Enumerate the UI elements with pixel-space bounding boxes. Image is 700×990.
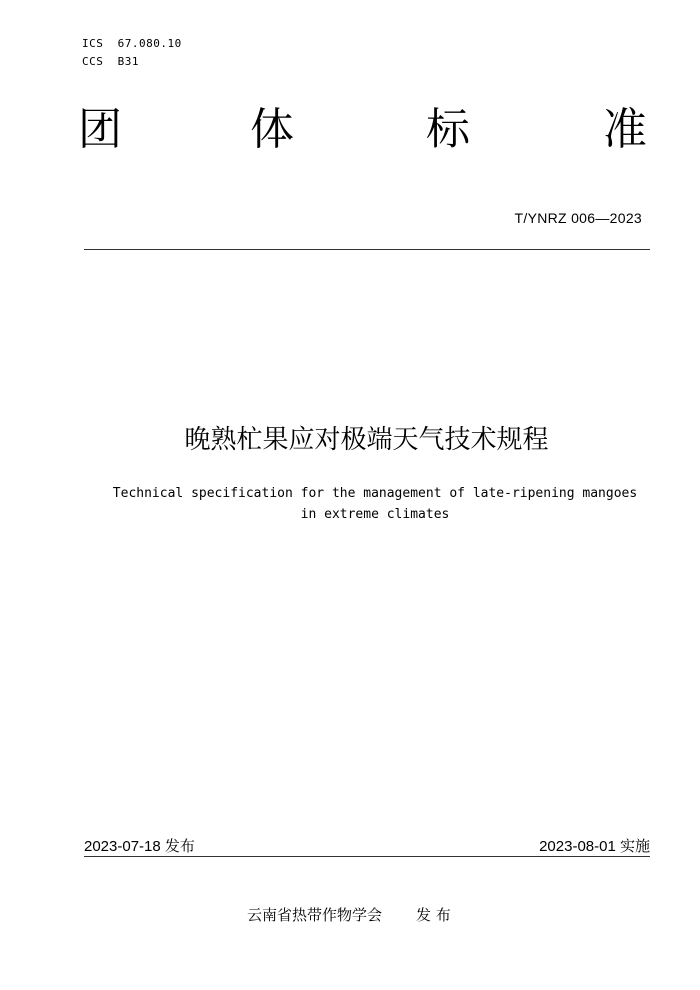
category-char-1: 团 [78,104,122,155]
chinese-title: 晚熟杧果应对极端天气技术规程 [184,425,549,455]
ccs-code: CCS B31 [82,55,139,68]
top-divider [84,249,650,250]
standard-category [0,104,700,156]
issue-date: 2023-07-18 发布 [84,838,195,855]
classification-codes [82,35,182,71]
category-char-4: 准 [603,104,647,155]
standard-number: T/YNRZ 006—2023 [514,210,642,226]
publish-action: 发 布 [416,906,451,924]
publisher [247,904,451,925]
english-title [60,483,690,525]
ics-code: ICS 67.080.10 [82,37,182,50]
category-char-2: 体 [250,104,294,155]
publisher-name: 云南省热带作物学会 [247,906,383,924]
category-char-3: 标 [426,104,470,155]
english-title-line-1: Technical specification for the management of late-ripening mangoes [112,486,638,501]
bottom-divider [84,856,650,857]
english-title-line-2: in extreme climates [300,507,450,522]
implementation-date: 2023-08-01 实施 [539,838,650,855]
